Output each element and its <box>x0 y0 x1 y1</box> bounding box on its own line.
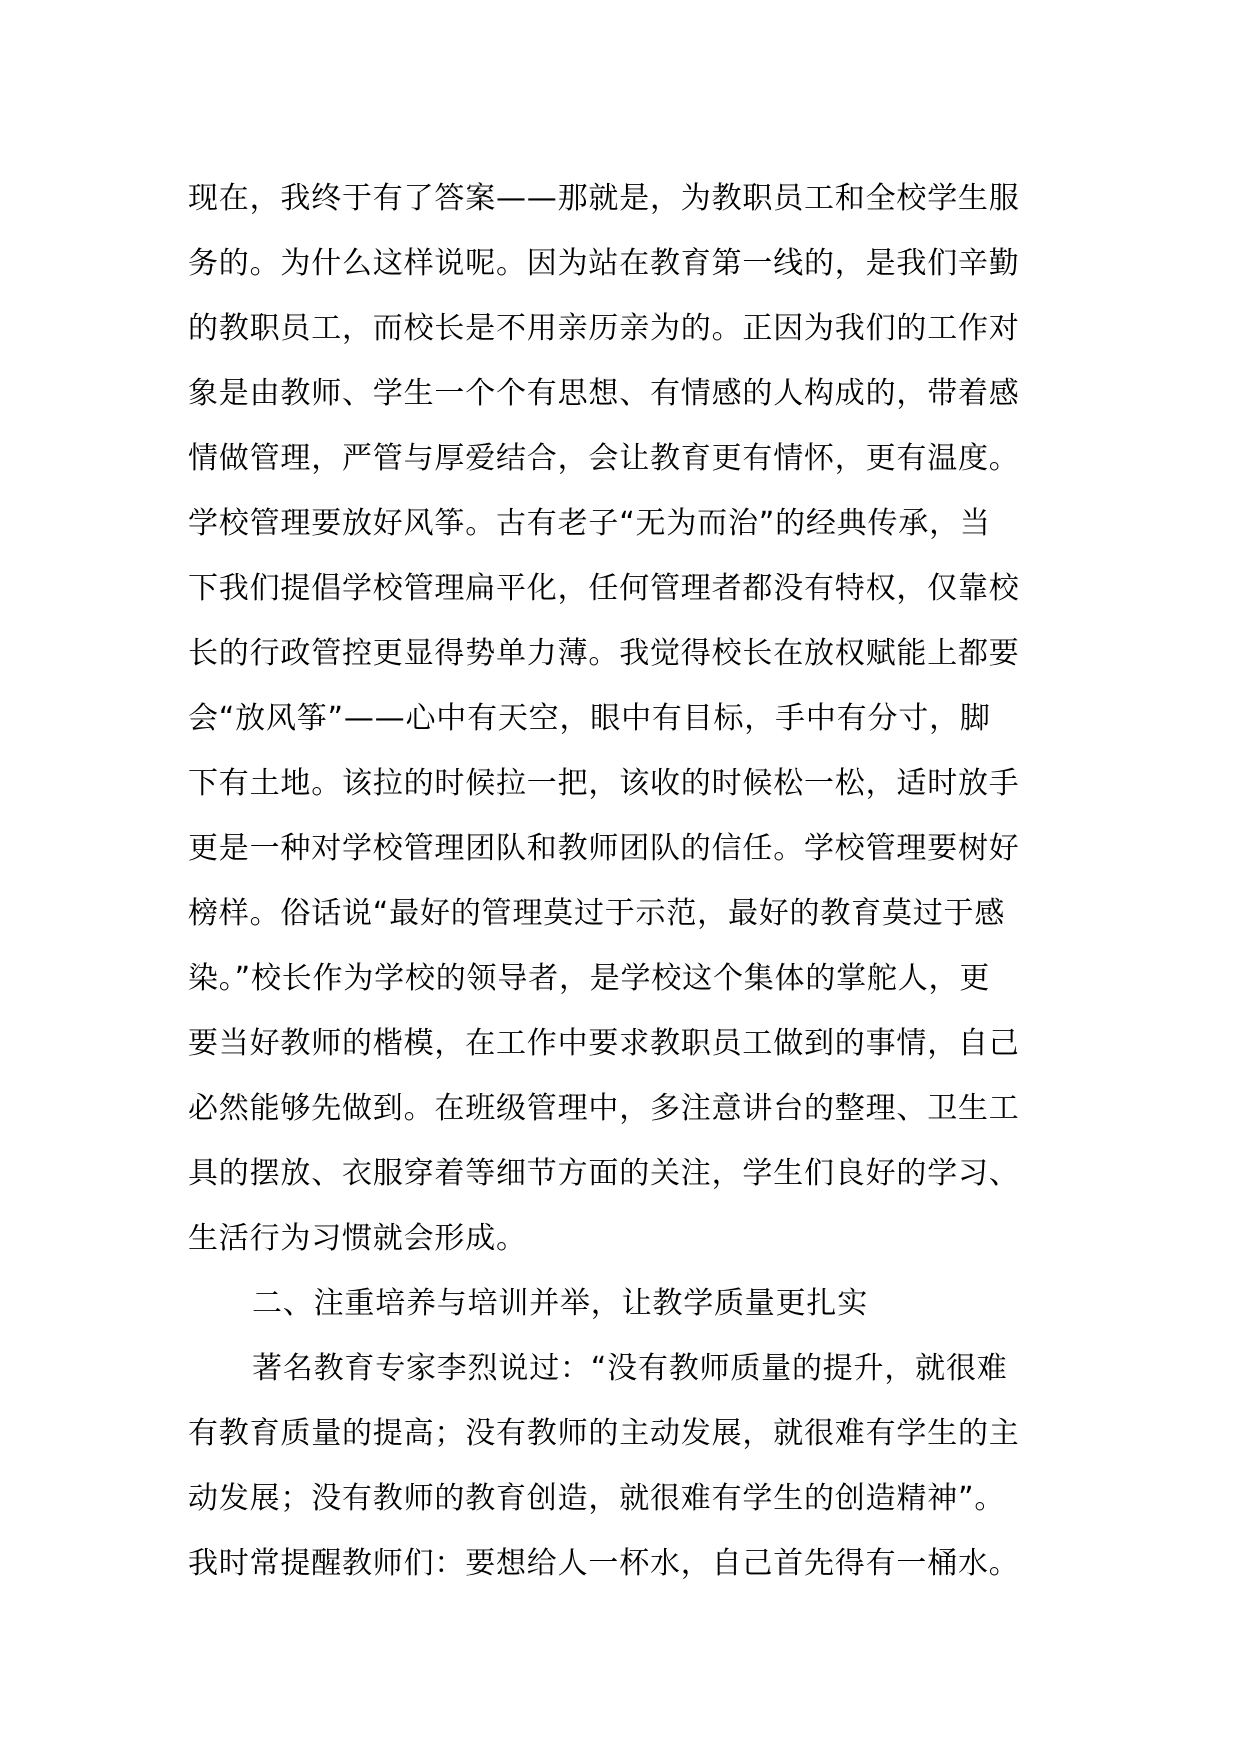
text-line: 要当好教师的楷模，在工作中要求教职员工做到的事情，自己 <box>188 1026 1020 1061</box>
text-line: 长的行政管控更显得势单力薄。我觉得校长在放权赋能上都要 <box>188 636 1020 671</box>
text-line: 学校管理要放好风筝。古有老子“无为而治”的经典传承，当 <box>188 506 991 541</box>
section-heading: 二、注重培养与培训并举，让教学质量更扎实 <box>252 1286 868 1321</box>
text-line: 更是一种对学校管理团队和教师团队的信任。学校管理要树好 <box>188 831 1020 866</box>
text-line: 我时常提醒教师们：要想给人一杯水，自己首先得有一桶水。 <box>188 1546 1020 1581</box>
text-line: 必然能够先做到。在班级管理中，多注意讲台的整理、卫生工 <box>188 1091 1020 1126</box>
text-line: 榜样。俗话说“最好的管理莫过于示范，最好的教育莫过于感 <box>188 896 1006 931</box>
text-line: 下有土地。该拉的时候拉一把，该收的时候松一松，适时放手 <box>188 766 1020 801</box>
text-line: 著名教育专家李烈说过：“没有教师质量的提升，就很难 <box>252 1351 1008 1386</box>
text-line: 染。”校长作为学校的领导者，是学校这个集体的掌舵人，更 <box>188 961 991 996</box>
text-line: 生活行为习惯就会形成。 <box>188 1221 527 1256</box>
text-line: 有教育质量的提高；没有教师的主动发展，就很难有学生的主 <box>188 1416 1020 1451</box>
text-line: 具的摆放、衣服穿着等细节方面的关注，学生们良好的学习、 <box>188 1156 1020 1191</box>
text-line: 动发展；没有教师的教育创造，就很难有学生的创造精神”。 <box>188 1481 1006 1516</box>
text-line: 务的。为什么这样说呢。因为站在教育第一线的，是我们辛勤 <box>188 246 1020 281</box>
document-body <box>188 166 1068 1596</box>
text-line: 会“放风筝”——心中有天空，眼中有目标，手中有分寸，脚 <box>188 701 991 736</box>
text-line: 下我们提倡学校管理扁平化，任何管理者都没有特权，仅靠校 <box>188 571 1020 606</box>
text-line: 象是由教师、学生一个个有思想、有情感的人构成的，带着感 <box>188 376 1020 411</box>
text-line: 的教职员工，而校长是不用亲历亲为的。正因为我们的工作对 <box>188 311 1020 346</box>
text-line: 现在，我终于有了答案——那就是，为教职员工和全校学生服 <box>188 181 1020 216</box>
text-line: 情做管理，严管与厚爱结合，会让教育更有情怀，更有温度。 <box>188 441 1020 476</box>
